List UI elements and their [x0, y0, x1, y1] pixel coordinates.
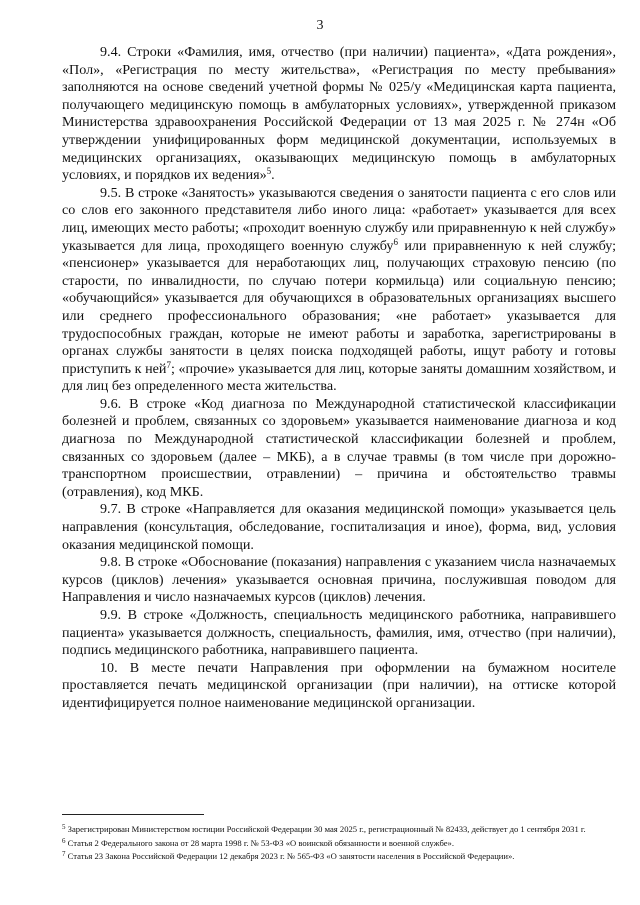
paragraph-9-9: 9.9. В строке «Должность, специальность медицинского работника, направившего пациента» указывается должность, специальность, фамилия, имя, отчество (при наличии), подпись медицинского работника, направившего пациента.: [62, 607, 616, 659]
footnote-7: $^7$ Статья 23 Закона Российской Федерации 12 декабря 2023 г. № 565-ФЗ «О занятости населения в Российской Федерации».: [62, 850, 515, 861]
footnote-ref: 5: [266, 166, 272, 177]
footnote-5: $^5$ Зарегистрирован Министерством юстиции Российской Федерации 30 мая 2025 г., регистрационный № 82433, действует до 1 сентября 2031 г.: [62, 823, 586, 834]
footnote-divider: [62, 814, 204, 815]
paragraph-9-8: 9.8. В строке «Обоснование (показания) направления с указанием числа назначаемых курсов (циклов) лечения» указывается основная причина, послужившая поводом для Направления и число назначаемых курсов (циклов) лечения.: [62, 554, 616, 606]
paragraph-9-5: 9.5. В строке «Занятость» указываются сведения о занятости пациента с его слов или со слов его законного представителя либо иного лица: «работает» указывается для всех лиц, имеющих место работы; «проходит военную службу или приравненную к ней службу» указывается для лица, проходящего военную службу$^6$ или приравненную к ней службу; «пенсионер» указывается для неработающих лиц, получающих страховую пенсию (по старости, по инвалидности, по случаю потери кормильца) или социальную пенсию; «обучающийся» указывается для обучающихся в образовательных организациях высшего или среднего профессионального образования; «не работает» указывается для трудоспособных граждан, которые не имеют работы и заработка, зарегистрированы в органах службы занятости в целях поиска подходящей работы, ищут работу и готовы приступить к ней$^7$; «прочие» указывается для лиц, которые заняты домашним хозяйством, и для лиц без определенного места жительства.: [62, 184, 616, 395]
paragraph-9-4: 9.4. Строки «Фамилия, имя, отчество (при наличии) пациента», «Дата рождения», «Пол», «Регистрация по месту жительства», «Регистрация по месту пребывания» заполняются на основе сведений учетной формы № 025/у «Медицинская карта пациента, получающего медицинскую помощь в амбулаторных условиях», утвержденной приказом Министерства здравоохранения Российской Федерации от 13 мая 2025 г. № 274н «Об утверждении унифицированных форм медицинской документации, используемых в медицинских организациях, оказывающих медицинскую помощь в амбулаторных условиях, и порядков их ведения»$^5$.: [62, 44, 616, 184]
paragraph-10: 10. В месте печати Направления при оформлении на бумажном носителе проставляется печать медицинской организации (при наличии), на оттиске которой идентифицируется полное наименование медицинской организации.: [62, 659, 616, 711]
footnote-6: $^6$ Статья 2 Федерального закона от 28 марта 1998 г. № 53-ФЗ «О воинской обязанности и военной службе».: [62, 836, 454, 848]
page-number: 3: [316, 18, 324, 33]
footnote-ref: 7: [166, 359, 171, 370]
body-text: [62, 44, 616, 713]
paragraph-9-6: 9.6. В строке «Код диагноза по Международной статистической классификации болезней и проблем, связанных со здоровьем» указывается наименование диагноза и код диагноза по Международной статистической классификации болезней и проблем, связанных со здоровьем (далее – МКБ), а в случае травмы (в том числе при дорожно-транспортном происшествии, отравлении) – причина и обстоятельство травмы (отравления), код МКБ.: [62, 395, 616, 500]
paragraph-9-7: 9.7. В строке «Направляется для оказания медицинской помощи» указывается цель направления (консультация, обследование, госпитализация и иное), форма, вид, условия оказания медицинской помощи.: [62, 501, 616, 553]
footnote-ref: 6: [393, 236, 398, 247]
footnotes: [62, 822, 616, 863]
